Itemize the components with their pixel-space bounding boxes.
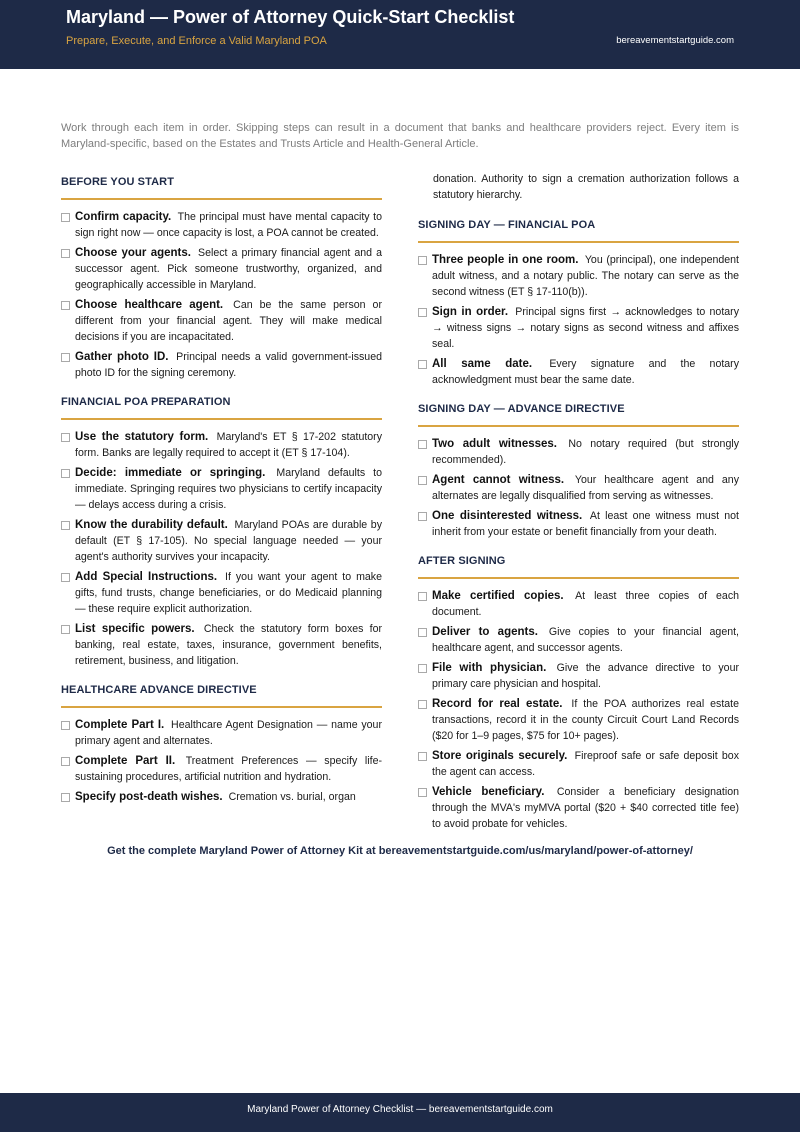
checkbox[interactable] (418, 700, 427, 709)
checkbox[interactable] (61, 757, 70, 766)
footer-text: Maryland Power of Attorney Checklist — bereavementstartguide.com (247, 1104, 553, 1115)
checkbox[interactable] (418, 788, 427, 797)
section-title: FINANCIAL POA PREPARATION (61, 391, 382, 420)
checkbox[interactable] (418, 664, 427, 673)
left-column (61, 171, 382, 815)
item-text: Maryland defaults to immediate. Springing requires two physicians to certify incapacity — delays access during a crisis. (75, 467, 382, 511)
item-label: File with physician. (432, 662, 547, 674)
checklist-item (61, 297, 382, 345)
section-title: HEALTHCARE ADVANCE DIRECTIVE (61, 679, 382, 708)
item-text: Can be the same person or different from your financial agent. They will make medical decisions if you are incapacitated. (75, 299, 382, 343)
item-label: Record for real estate. (432, 698, 563, 710)
checklist-item (418, 436, 739, 468)
item-label: Three people in one room. (432, 254, 579, 266)
item-label: Choose your agents. (75, 247, 191, 259)
item-text: At least one witness must not inherit from your estate or benefit financially from your death. (432, 510, 739, 538)
item-text: Consider a beneficiary designation through the MVA's myMVA portal ($20 + $40 corrected title fee) to avoid probate for vehicles. (432, 786, 739, 830)
item-label: List specific powers. (75, 623, 195, 635)
section-title: SIGNING DAY — ADVANCE DIRECTIVE (418, 398, 739, 427)
item-text: If the POA authorizes real estate transactions, record it in the county Circuit Court Land Records ($20 for 1–9 pages, $75 for 10+ pages). (432, 698, 739, 742)
section-title: AFTER SIGNING (418, 550, 739, 579)
checklist-item (418, 784, 739, 832)
item-text: At least three copies of each document. (432, 590, 740, 618)
item-label: Make certified copies. (432, 590, 564, 602)
checklist-item (418, 624, 739, 656)
item-text: Healthcare Agent Designation — name your primary agent and alternates. (75, 719, 382, 747)
checklist-item (61, 349, 382, 381)
item-text: Give copies to your financial agent, healthcare agent, and successor agents. (432, 626, 739, 654)
checklist-item (418, 356, 739, 388)
checklist-item (418, 588, 739, 620)
checklist-item (418, 660, 739, 692)
checkbox[interactable] (61, 301, 70, 310)
checkbox[interactable] (418, 360, 427, 369)
section-healthcare-advance-directive (61, 679, 382, 805)
checkbox[interactable] (61, 721, 70, 730)
checklist-item (61, 209, 382, 241)
checklist-item (61, 569, 382, 617)
item-label: One disinterested witness. (432, 510, 583, 522)
checklist-item (61, 245, 382, 293)
item-label: All same date. (432, 358, 533, 370)
checkbox[interactable] (418, 512, 427, 521)
item-text: Principal signs first → acknowledges to notary → witness signs → notary signs as second witness and affixes seal. (432, 306, 739, 350)
item-label: Choose healthcare agent. (75, 299, 224, 311)
checkbox[interactable] (418, 476, 427, 485)
item-label: Know the durability default. (75, 519, 228, 531)
intro-text: Work through each item in order. Skipping steps can result in a document that banks and healthcare providers reject. Every item is Maryland-specific, based on the Estates and Trusts Article and Health-General Article. (61, 122, 739, 150)
item-label: Deliver to agents. (432, 626, 538, 638)
checklist-item (418, 748, 739, 780)
section-signing-day-advance-directive (418, 398, 739, 540)
item-label: Confirm capacity. (75, 211, 172, 223)
page-title: Maryland — Power of Attorney Quick-Start Checklist (66, 7, 515, 27)
item-label: Sign in order. (432, 306, 509, 318)
checklist-item (418, 252, 739, 300)
checkbox[interactable] (61, 249, 70, 258)
continued-text: donation. Authority to sign a cremation authorization follows a statutory hierarchy. (433, 173, 739, 201)
section-signing-day-financial-poa (418, 214, 739, 388)
section-financial-poa-preparation (61, 391, 382, 669)
call-to-action: Get the complete Maryland Power of Attorney Kit at bereavementstartguide.com/us/maryland/power-of-attorney/ (107, 845, 693, 857)
item-label: Decide: immediate or springing. (75, 467, 266, 479)
item-text: Maryland POAs are durable by default (ET § 17-105). No special language needed — your agent's authority survives your incapacity. (75, 519, 382, 563)
item-label: Vehicle beneficiary. (432, 786, 545, 798)
item-label: Two adult witnesses. (432, 438, 557, 450)
checkbox[interactable] (418, 256, 427, 265)
checklist-item (418, 508, 739, 540)
checkbox[interactable] (418, 752, 427, 761)
item-text: You (principal), one independent adult witness, and a notary public. The notary can serve as the second witness (ET § 17-110(b)). (432, 254, 739, 298)
checklist-item (61, 753, 382, 785)
page-footer (0, 1093, 800, 1132)
checkbox[interactable] (61, 469, 70, 478)
checkbox[interactable] (61, 793, 70, 802)
checkbox[interactable] (61, 573, 70, 582)
item-text: Maryland's ET § 17-202 statutory form. Banks are legally required to accept it (ET § 17-104). (75, 431, 382, 459)
item-label: Gather photo ID. (75, 351, 169, 363)
item-text: Treatment Preferences — specify life-sustaining procedures, artificial nutrition and hydration. (75, 755, 382, 783)
checkbox[interactable] (61, 213, 70, 222)
section-after-signing (418, 550, 739, 832)
site-name: bereavementstartguide.com (616, 35, 734, 46)
checklist-item (61, 517, 382, 565)
section-title: BEFORE YOU START (61, 171, 382, 200)
section-before-you-start (61, 171, 382, 381)
item-text: Cremation vs. burial, organ (228, 791, 356, 803)
checklist-item (61, 465, 382, 513)
item-label: Use the statutory form. (75, 431, 209, 443)
checkbox[interactable] (61, 433, 70, 442)
checklist-item (418, 696, 739, 744)
checkbox[interactable] (418, 628, 427, 637)
item-text: The principal must have mental capacity to sign right now — once capacity is lost, a POA cannot be created. (75, 211, 382, 239)
checklist-item (61, 789, 382, 805)
item-label: Specify post-death wishes. (75, 791, 223, 803)
item-text: Principal needs a valid government-issued photo ID for the signing ceremony. (75, 351, 382, 379)
item-label: Agent cannot witness. (432, 474, 565, 486)
item-text: Select a primary financial agent and a successor agent. Pick someone trustworthy, organized, and geographically accessible in Maryland. (75, 247, 382, 291)
section-title: SIGNING DAY — FINANCIAL POA (418, 214, 739, 243)
page-subtitle: Prepare, Execute, and Enforce a Valid Maryland POA (66, 35, 327, 47)
checkbox[interactable] (418, 592, 427, 601)
item-label: Add Special Instructions. (75, 571, 218, 583)
item-label: Complete Part I. (75, 719, 165, 731)
right-column (418, 171, 739, 842)
item-text: Fireproof safe or safe deposit box the agent can access. (432, 750, 739, 778)
item-text: Give the advance directive to your primary care physician and hospital. (432, 662, 739, 690)
checkbox[interactable] (61, 353, 70, 362)
item-text: Check the statutory form boxes for banking, real estate, taxes, insurance, government benefits, retirement, business, and litigation. (75, 623, 382, 667)
item-label: Complete Part II. (75, 755, 176, 767)
checklist-item (61, 429, 382, 461)
item-text: No notary required (but strongly recommended). (432, 438, 739, 466)
checklist-item (61, 717, 382, 749)
page-header (0, 0, 800, 69)
checklist-item (418, 304, 739, 352)
item-text: If you want your agent to make gifts, fund trusts, change beneficiaries, or do Medicaid planning — these require explicit authorization. (75, 571, 382, 615)
checklist-item (61, 621, 382, 669)
checkbox[interactable] (418, 308, 427, 317)
checkbox[interactable] (61, 521, 70, 530)
checklist-item (418, 472, 739, 504)
checkbox[interactable] (418, 440, 427, 449)
item-text: Your healthcare agent and any alternates are legally disqualified from serving as witnesses. (432, 474, 739, 502)
item-label: Store originals securely. (432, 750, 568, 762)
checkbox[interactable] (61, 625, 70, 634)
item-text: Every signature and the notary acknowledgment must bear the same date. (432, 358, 739, 386)
